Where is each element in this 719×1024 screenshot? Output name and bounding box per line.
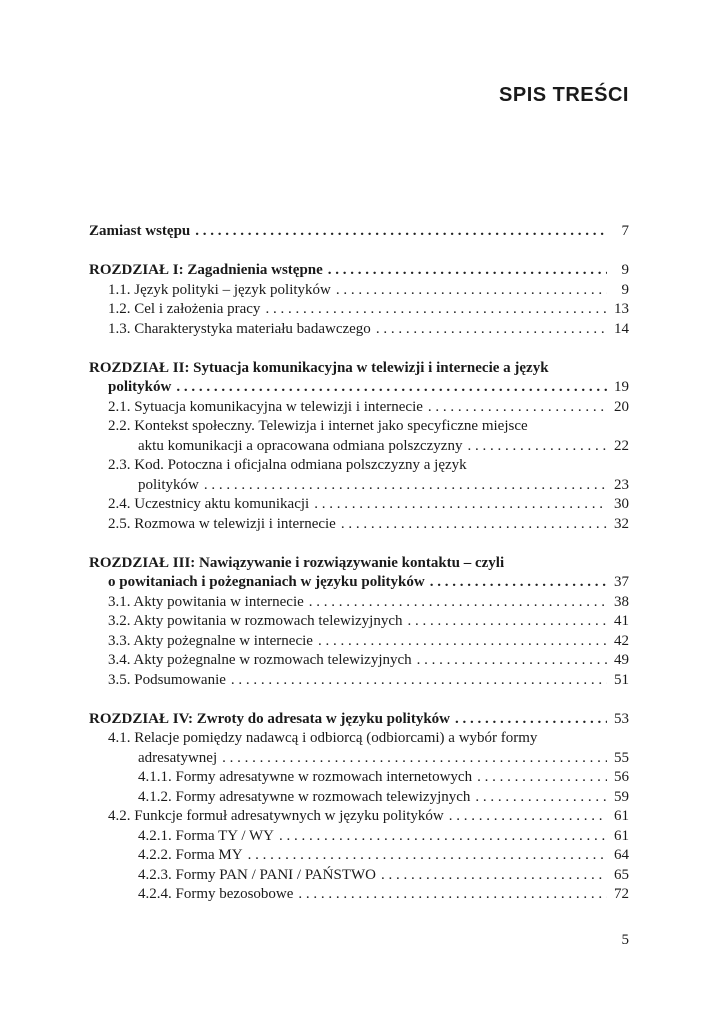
toc-entry-page: 61 <box>614 827 629 844</box>
toc-entry <box>89 710 629 730</box>
toc-entry <box>89 300 629 320</box>
toc-entry <box>89 222 629 242</box>
toc-entry <box>89 417 629 437</box>
toc-entry <box>89 359 629 379</box>
toc-entry <box>89 846 629 866</box>
dot-leader <box>243 846 607 866</box>
dot-leader <box>226 671 607 691</box>
dot-leader <box>444 807 607 827</box>
toc-entry <box>89 378 629 398</box>
toc-entry <box>89 729 629 749</box>
toc-entry <box>89 827 629 847</box>
dot-leader <box>171 378 607 398</box>
dot-leader <box>304 593 607 613</box>
toc-entry-page: 9 <box>621 262 629 278</box>
toc-entry-title: 1.1. Język polityki – język polityków <box>108 281 331 298</box>
toc-entry <box>89 885 629 905</box>
toc-entry-page: 72 <box>614 886 629 902</box>
dot-leader <box>472 768 607 788</box>
toc-entry-title: 3.1. Akty powitania w internecie <box>108 593 304 610</box>
toc-entry-title: ROZDZIAŁ III: Nawiązywanie i rozwiązywanie kontaktu – czyli <box>89 554 505 571</box>
toc-entry-page: 19 <box>614 379 629 395</box>
toc-entry <box>89 437 629 457</box>
section-gap <box>89 690 629 710</box>
toc-entry <box>89 261 629 281</box>
dot-leader <box>336 515 607 535</box>
toc-entry-title: 4.2.3. Formy PAN / PANI / PAŃSTWO <box>138 866 376 883</box>
dot-leader <box>199 476 607 496</box>
toc-entry-page: 41 <box>614 613 629 629</box>
dot-leader <box>190 222 607 242</box>
toc-entry-page: 55 <box>614 749 629 766</box>
dot-leader <box>403 612 607 632</box>
toc-entry-title: 3.4. Akty pożegnalne w rozmowach telewizyjnych <box>108 652 412 668</box>
dot-leader <box>423 398 607 418</box>
toc-entry <box>89 807 629 827</box>
toc-entry <box>89 554 629 574</box>
dot-leader <box>217 749 607 769</box>
toc-entry-title: 4.2.4. Formy bezosobowe <box>138 886 294 902</box>
page-number: 5 <box>621 932 629 948</box>
dot-leader <box>470 788 607 808</box>
toc-entry <box>89 671 629 691</box>
toc-entry-title: 2.4. Uczestnicy aktu komunikacji <box>108 496 310 512</box>
toc-entry-page: 56 <box>614 769 629 785</box>
toc-entry-page: 38 <box>614 593 629 610</box>
toc-entry-title: polityków <box>138 476 199 493</box>
dot-leader <box>331 281 607 301</box>
toc-entry-title: 3.3. Akty pożegnalne w internecie <box>108 632 313 649</box>
toc-entry-page: 53 <box>614 710 629 727</box>
toc-entry-page: 64 <box>614 847 629 863</box>
toc-entry-page: 51 <box>614 671 629 688</box>
toc-entry-page: 42 <box>614 632 629 649</box>
toc-entry <box>89 866 629 886</box>
dot-leader <box>323 261 607 281</box>
dot-leader <box>412 651 607 671</box>
dot-leader <box>376 866 607 886</box>
toc-entry <box>89 612 629 632</box>
toc-entry-title: 4.1.2. Formy adresatywne w rozmowach telewizyjnych <box>138 788 471 805</box>
toc-entry-page: 37 <box>614 574 629 590</box>
toc-entry-title: 2.3. Kod. Potoczna i oficjalna odmiana polszczyzny a język <box>108 457 467 473</box>
toc-entry-title: ROZDZIAŁ IV: Zwroty do adresata w języku polityków <box>89 710 451 727</box>
toc-entry-page: 20 <box>614 398 629 415</box>
toc-entry-title: 2.2. Kontekst społeczny. Telewizja i internet jako specyficzne miejsce <box>108 418 528 434</box>
toc-entry-title: o powitaniach i pożegnaniach w języku polityków <box>108 574 425 590</box>
toc-entry <box>89 651 629 671</box>
dot-leader <box>260 300 607 320</box>
toc-entry-page: 61 <box>614 808 629 824</box>
toc-entry-page: 13 <box>614 301 629 317</box>
toc-entry <box>89 495 629 515</box>
dot-leader <box>274 827 607 847</box>
toc-entry-title: Zamiast wstępu <box>89 223 191 239</box>
toc-entry <box>89 320 629 340</box>
dot-leader <box>309 495 607 515</box>
toc-entry-title: ROZDZIAŁ I: Zagadnienia wstępne <box>89 262 323 278</box>
toc-entry <box>89 573 629 593</box>
dot-leader <box>313 632 607 652</box>
toc-entry <box>89 456 629 476</box>
toc-entry-page: 59 <box>614 788 629 805</box>
toc-entry-page: 22 <box>614 437 629 454</box>
toc-entry <box>89 515 629 535</box>
toc-entry-page: 65 <box>614 866 629 883</box>
section-gap <box>89 339 629 359</box>
dot-leader <box>371 320 607 340</box>
dot-leader <box>450 710 607 730</box>
section-gap <box>89 242 629 262</box>
toc-entry <box>89 593 629 613</box>
toc-entry-title: 3.5. Podsumowanie <box>108 671 226 688</box>
toc-entry-title: 4.2.1. Forma TY / WY <box>138 827 274 844</box>
toc-entry-title: ROZDZIAŁ II: Sytuacja komunikacyjna w telewizji i internecie a język <box>89 359 549 376</box>
toc-entry-page: 32 <box>614 515 629 532</box>
table-of-contents <box>89 222 629 905</box>
toc-entry-page: 9 <box>621 281 629 298</box>
toc-entry <box>89 768 629 788</box>
toc-entry-title: 3.2. Akty powitania w rozmowach telewizyjnych <box>108 613 403 629</box>
toc-entry-title: adresatywnej <box>138 749 218 766</box>
toc-entry-title: 4.2.2. Forma MY <box>138 847 243 863</box>
toc-entry-title: 2.1. Sytuacja komunikacyjna w telewizji i internecie <box>108 398 423 415</box>
toc-entry <box>89 476 629 496</box>
toc-entry-title: aktu komunikacji a opracowana odmiana polszczyzny <box>138 437 463 454</box>
dot-leader <box>425 573 607 593</box>
toc-entry-title: 4.1.1. Formy adresatywne w rozmowach internetowych <box>138 769 473 785</box>
toc-entry-page: 14 <box>614 320 629 337</box>
toc-entry-title: 4.2. Funkcje formuł adresatywnych w języku polityków <box>108 808 444 824</box>
toc-entry-page: 49 <box>614 652 629 668</box>
section-gap <box>89 534 629 554</box>
dot-leader <box>293 885 607 905</box>
dot-leader <box>462 437 607 457</box>
toc-entry <box>89 788 629 808</box>
toc-entry <box>89 749 629 769</box>
toc-entry <box>89 632 629 652</box>
toc-entry <box>89 398 629 418</box>
toc-entry-page: 30 <box>614 496 629 512</box>
toc-entry-title: 1.3. Charakterystyka materiału badawczego <box>108 320 371 337</box>
toc-entry-page: 7 <box>621 223 629 239</box>
page-title: SPIS TREŚCI <box>499 84 629 106</box>
toc-entry-title: polityków <box>108 379 172 395</box>
toc-entry-page: 23 <box>614 476 629 493</box>
toc-entry-title: 2.5. Rozmowa w telewizji i internecie <box>108 515 336 532</box>
toc-entry-title: 1.2. Cel i założenia pracy <box>108 301 261 317</box>
toc-entry <box>89 281 629 301</box>
toc-entry-title: 4.1. Relacje pomiędzy nadawcą i odbiorcą (odbiorcami) a wybór formy <box>108 730 538 746</box>
